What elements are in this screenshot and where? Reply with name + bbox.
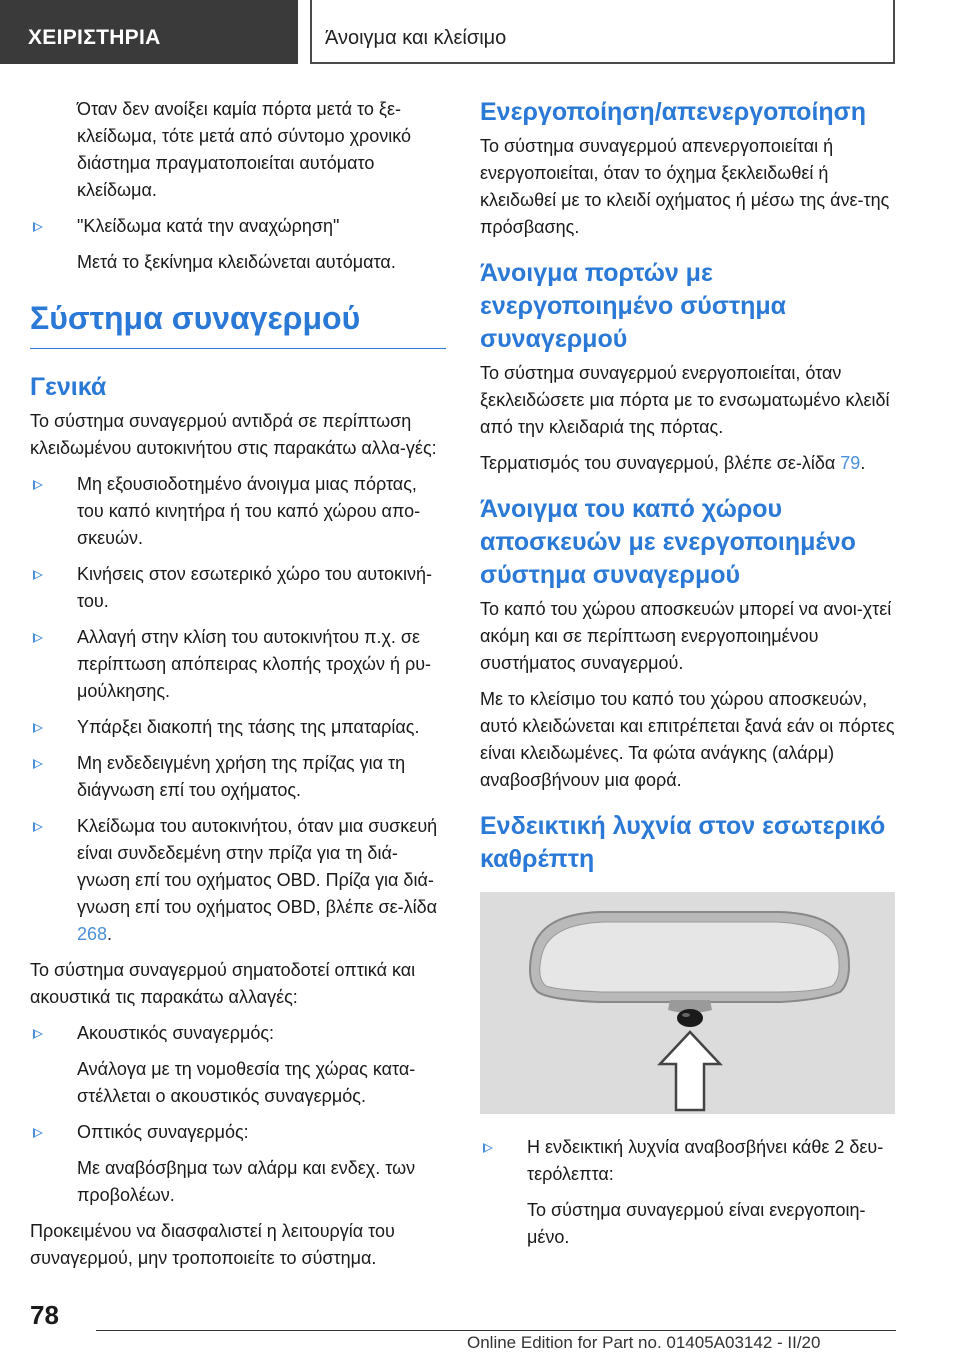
list-item [30, 213, 446, 240]
mirror-illustration [480, 892, 895, 1114]
list-item-text: Μη ενδεδειγμένη χρήση της πρίζας για τη διάγνωση επί του οχήματος. [77, 753, 406, 800]
bullet-triangle-icon [33, 822, 43, 832]
mirror-illustration-icon [480, 892, 895, 1114]
edition-text: Online Edition for Part no. 01405A03142 - II/20 [467, 1333, 821, 1352]
list-item [30, 561, 446, 615]
list-item: Κλείδωμα του αυτοκινήτου, όταν μια συσκευή είναι συνδεδεμένη στην πρίζα για τη διά-γνωση επί του οχήματος OBD. Πρίζα για διά-γνωση επί του οχήματος OBD, βλέπε σε-λίδα 268. [30, 813, 446, 948]
doors-text: Το σύστημα συναγερμού ενεργοποιείται, όταν ξεκλειδώσετε μια πόρτα με το ενσωματωμένο κλειδί από την κλειδαριά της πόρτας. [480, 363, 890, 437]
closing-text: Προκειμένου να διασφαλιστεί η λειτουργία του συναγερμού, μην τροποποιείτε το σύστημα. [30, 1221, 395, 1268]
page-header [0, 0, 960, 64]
list-item-text: Κινήσεις στον εσωτερικό χώρο του αυτοκινή-του. [77, 564, 432, 611]
list-item-text: Η ενδεικτική λυχνία αναβοσβήνει κάθε 2 δευ-τερόλεπτα: [527, 1137, 884, 1184]
list-item [30, 1119, 446, 1146]
general-text: Το σύστημα συναγερμού αντιδρά σε περίπτωση κλειδωμένου αυτοκινήτου στις παρακάτω αλλα-γές: [30, 411, 437, 458]
list-item [30, 1020, 446, 1047]
bullet-triangle-icon [33, 222, 43, 232]
bullet-triangle-icon [33, 1128, 43, 1138]
page-link[interactable]: 79 [840, 453, 861, 473]
general-heading: Γενικά [30, 373, 107, 401]
section-title: ΧΕΙΡΙΣΤΗΡΙΑ [28, 26, 161, 49]
main-heading: Σύστημα συναγερμού [30, 298, 446, 349]
activation-heading: Ενεργοποίηση/απενεργοποίηση [480, 98, 867, 126]
right-column [480, 96, 898, 1260]
bullet-triangle-icon [33, 1029, 43, 1039]
left-column [30, 96, 446, 1281]
signal-text: Το σύστημα συναγερμού σηματοδοτεί οπτικά και ακουστικά τις παρακάτω αλλαγές: [30, 960, 416, 1007]
bullet-triangle-icon [33, 723, 43, 733]
activation-text: Το σύστημα συναγερμού απενεργοποιείται ή ενεργοποιείται, όταν το όχημα ξεκλειδωθεί ή κλειδωθεί με το κλειδί οχήματος ή μέσω της άνε-της πρόσβασης. [480, 136, 890, 237]
section-tab [0, 0, 298, 64]
list-item-text: Οπτικός συναγερμός: [77, 1122, 249, 1142]
bullet-triangle-icon [33, 633, 43, 643]
bullet-triangle-icon [483, 1143, 493, 1153]
bullet-triangle-icon [33, 759, 43, 769]
chapter-tab [310, 0, 895, 64]
bullet-triangle-icon [33, 570, 43, 580]
trunk-text: Το καπό του χώρου αποσκευών μπορεί να ανοι-χτεί ακόμη και σε περίπτωση ενεργοποιημένου συστήματος συναγερμού. [480, 599, 892, 673]
bullet-triangle-icon [33, 480, 43, 490]
chapter-title: Άνοιγμα και κλείσιμο [325, 27, 507, 49]
doors-heading: Άνοιγμα πορτών με ενεργοποιημένο σύστημα συναγερμού [480, 259, 787, 353]
list-item-desc: Με αναβόσβημα των αλάρμ και ενδεχ. των προβολέων. [77, 1158, 416, 1205]
indicator-heading: Ενδεικτική λυχνία στον εσωτερικό καθρέπτη [480, 812, 886, 873]
intro-continuation: Όταν δεν ανοίξει καμία πόρτα μετά το ξε-κλείδωμα, τότε μετά από σύντομο χρονικό διάστημα πραγματοποιείται αυτόματο κλείδωμα. [77, 99, 412, 200]
list-item-desc: Ανάλογα με τη νομοθεσία της χώρας κατα-στέλλεται ο ακουστικός συναγερμός. [77, 1059, 416, 1106]
page-number: 78 [30, 1300, 59, 1330]
list-item [30, 714, 446, 741]
trunk-heading: Άνοιγμα του καπό χώρου αποσκευών με ενεργοποιημένο σύστημα συναγερμού [480, 495, 856, 589]
list-item-text: "Κλείδωμα κατά την αναχώρηση" [77, 216, 340, 236]
trunk-close-text: Με το κλείσιμο του καπό του χώρου αποσκευών, αυτό κλειδώνεται και επιτρέπεται ξανά εάν οι πόρτες είναι κλειδωμένες. Τα φώτα ανάγκης (αλάρμ) αναβοσβήνουν μια φορά. [480, 689, 895, 790]
list-item-text: Υπάρξει διακοπή της τάσης της μπαταρίας. [77, 717, 420, 737]
doors-term-text: Τερματισμός του συναγερμού, βλέπε σε-λίδα 79. [480, 453, 866, 473]
list-item-text: Κλείδωμα του αυτοκινήτου, όταν μια συσκευή είναι συνδεδεμένη στην πρίζα για τη διά-γνωση επί του οχήματος OBD. Πρίζα για διά-γνωση επί του οχήματος OBD, βλέπε σε-λίδα [77, 816, 438, 917]
list-item [30, 471, 446, 552]
list-item-text: Μη εξουσιοδοτημένο άνοιγμα μιας πόρτας, του καπό κινητήρα ή του καπό χώρου απο-σκευών. [77, 474, 421, 548]
list-item-desc: Το σύστημα συναγερμού είναι ενεργοποιη-μένο. [527, 1200, 866, 1247]
list-item [30, 624, 446, 705]
footer-divider [96, 1330, 896, 1331]
list-item [30, 750, 446, 804]
list-item-text: Ακουστικός συναγερμός: [77, 1023, 275, 1043]
page-link[interactable]: 268 [77, 924, 108, 944]
list-item [480, 1134, 898, 1188]
list-item-text: Αλλαγή στην κλίση του αυτοκινήτου π.χ. σε περίπτωση απόπειρας κλοπής τροχών ή ρυ-μούλκησης. [77, 627, 432, 701]
list-item-desc: Μετά το ξεκίνημα κλειδώνεται αυτόματα. [77, 252, 396, 272]
